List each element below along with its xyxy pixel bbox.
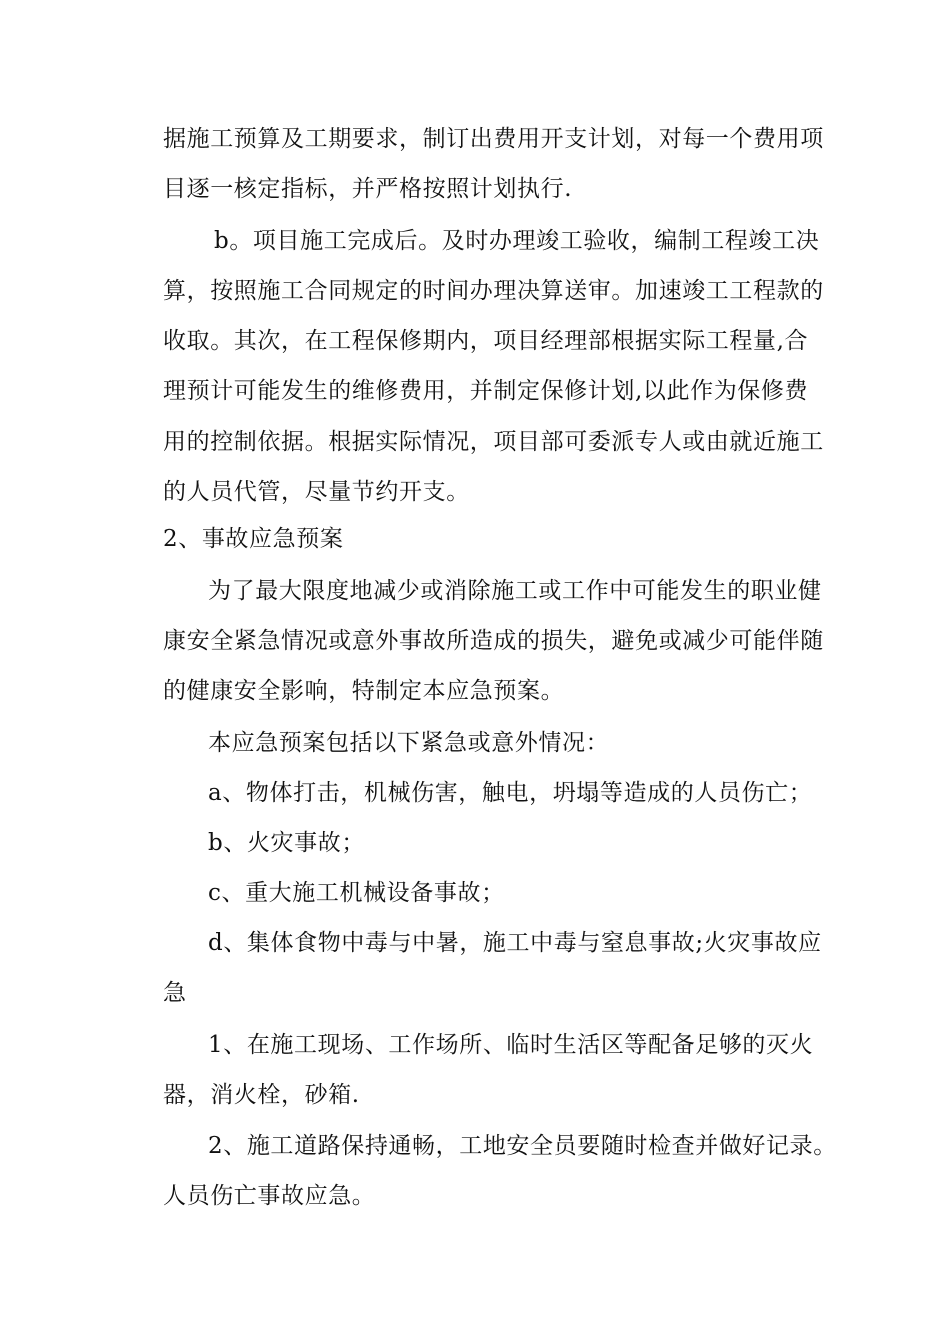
text-line: 康安全紧急情况或意外事故所造成的损失，避免或减少可能伴随 xyxy=(163,628,824,654)
text-line: b。项目施工完成后。及时办理竣工验收，编制工程竣工决 xyxy=(214,228,820,254)
list-item: c、重大施工机械设备事故； xyxy=(208,880,505,906)
text-line: 目逐一核定指标，并严格按照计划执行. xyxy=(163,176,573,202)
text-line: 的健康安全影响，特制定本应急预案。 xyxy=(163,678,565,704)
text-line: 本应急预案包括以下紧急或意外情况： xyxy=(208,730,610,756)
text-line: 用的控制依据。根据实际情况，项目部可委派专人或由就近施工 xyxy=(163,429,824,455)
list-item: 2、施工道路保持通畅，工地安全员要随时检查并做好记录。 xyxy=(208,1133,837,1159)
text-line: 据施工预算及工期要求，制订出费用开支计划，对每一个费用项 xyxy=(163,126,824,152)
text-line: 理预计可能发生的维修费用，并制定保修计划,以此作为保修费 xyxy=(163,378,809,404)
list-item: d、集体食物中毒与中暑，施工中毒与窒息事故;火灾事故应 xyxy=(208,930,822,956)
text-line: 算，按照施工合同规定的时间办理决算送审。加速竣工工程款的 xyxy=(163,278,824,304)
list-item: a、物体打击，机械伤害，触电，坍塌等造成的人员伤亡； xyxy=(208,780,813,806)
text-line: 为了最大限度地减少或消除施工或工作中可能发生的职业健 xyxy=(208,578,822,604)
list-item: b、火灾事故； xyxy=(208,830,365,856)
text-line: 急 xyxy=(163,980,187,1006)
list-item: 1、在施工现场、工作场所、临时生活区等配备足够的灭火 xyxy=(208,1032,814,1058)
text-line: 器，消火栓，砂箱. xyxy=(163,1082,360,1108)
section-heading: 2、事故应急预案 xyxy=(163,526,344,552)
text-line: 的人员代管，尽量节约开支。 xyxy=(163,479,470,505)
text-line: 人员伤亡事故应急。 xyxy=(163,1183,376,1209)
text-line: 收取。其次，在工程保修期内，项目经理部根据实际工程量,合 xyxy=(163,328,809,354)
